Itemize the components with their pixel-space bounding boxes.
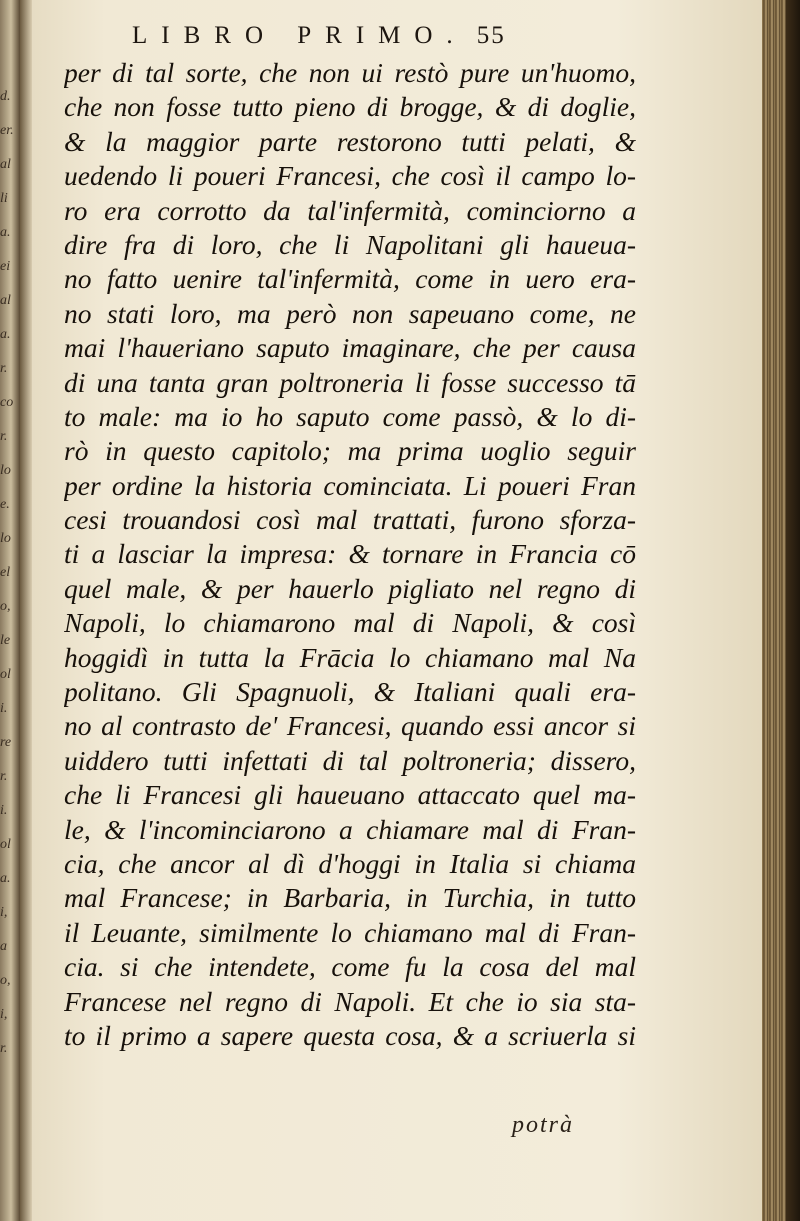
text-line: uedendo li poueri Francesi, che così il campo lo- xyxy=(64,160,636,192)
page-number: 55 xyxy=(476,22,506,49)
facing-mark: a xyxy=(0,939,7,954)
facing-mark: i, xyxy=(0,1007,8,1022)
text-line: no al contrasto de' Francesi, quando essi ancor si xyxy=(64,710,636,742)
text-line: hoggidì in tutta la Frācia lo chiamano mal Na xyxy=(64,641,636,673)
facing-mark: r. xyxy=(0,429,8,444)
body-text xyxy=(64,56,636,1053)
text-line: Napoli, lo chiamarono mal di Napoli, & così xyxy=(64,607,636,639)
text-line: quel male, & per hauerlo pigliato nel regno di xyxy=(64,572,636,604)
text-line: di una tanta gran poltroneria li fosse successo tā xyxy=(64,366,636,398)
text-line: dire fra di loro, che li Napolitani gli haueua- xyxy=(64,228,636,260)
facing-mark: o, xyxy=(0,973,11,988)
facing-mark: d. xyxy=(0,89,11,104)
facing-mark: al xyxy=(0,157,11,172)
text-line: che li Francesi gli haueuano attaccato quel ma- xyxy=(64,779,636,811)
text-line: no fatto uenire tal'infermità, come in uero era- xyxy=(64,263,636,295)
text-line: Francese nel regno di Napoli. Et che io sia sta- xyxy=(64,985,636,1017)
facing-mark: r. xyxy=(0,769,8,784)
facing-mark: a. xyxy=(0,871,11,886)
facing-mark: lo xyxy=(0,463,11,478)
page xyxy=(32,0,762,1221)
text-line: to il primo a sapere questa cosa, & a scriuerla si xyxy=(64,1019,636,1051)
text-line: mal Francese; in Barbaria, in Turchia, in tutto xyxy=(64,882,636,914)
catchword: potrà xyxy=(512,1112,575,1138)
facing-mark: e. xyxy=(0,497,10,512)
text-line: to male: ma io ho saputo come passò, & lo di- xyxy=(64,400,636,432)
facing-mark: ol xyxy=(0,837,11,852)
text-line: uiddero tutti infettati di tal poltroneria; dissero, xyxy=(64,744,636,776)
facing-mark: le xyxy=(0,633,11,648)
facing-mark: ol xyxy=(0,667,11,682)
facing-page-marks xyxy=(0,80,16,1066)
facing-mark: re xyxy=(0,735,12,750)
running-header xyxy=(132,22,632,50)
facing-mark: er. xyxy=(0,123,14,138)
book-cover-edge xyxy=(786,0,800,1221)
text-line: che non fosse tutto pieno di brogge, & di doglie, xyxy=(64,91,636,123)
text-line: cesi trouandosi così mal trattati, furono sforza- xyxy=(64,504,636,536)
facing-mark: a. xyxy=(0,327,11,342)
text-line: per ordine la historia cominciata. Li poueri Fran xyxy=(64,469,636,501)
text-line: & la maggior parte restorono tutti pelati, & xyxy=(64,125,636,157)
text-line: il Leuante, similmente lo chiamano mal di Fran- xyxy=(64,916,636,948)
facing-mark: r. xyxy=(0,1041,8,1056)
facing-mark: co xyxy=(0,395,14,410)
facing-mark: r. xyxy=(0,361,8,376)
facing-mark: i. xyxy=(0,701,8,716)
facing-mark: el xyxy=(0,565,11,580)
facing-mark: ei xyxy=(0,259,11,274)
facing-mark: lo xyxy=(0,531,11,546)
facing-mark: i, xyxy=(0,905,8,920)
text-line: ro era corrotto da tal'infermità, cominciorno a xyxy=(64,194,636,226)
text-line: le, & l'incominciarono a chiamare mal di Fran- xyxy=(64,813,636,845)
text-line: ti a lasciar la impresa: & tornare in Francia cō xyxy=(64,538,636,570)
header-title: LIBRO PRIMO. xyxy=(132,22,467,49)
facing-mark: al xyxy=(0,293,11,308)
text-line: rò in questo capitolo; ma prima uoglio seguir xyxy=(64,435,636,467)
text-line: cia, che ancor al dì d'hoggi in Italia si chiama xyxy=(64,847,636,879)
text-line: politano. Gli Spagnuoli, & Italiani quali era- xyxy=(64,676,636,708)
book-gutter xyxy=(20,0,32,1221)
text-line: no stati loro, ma però non sapeuano come, ne xyxy=(64,297,636,329)
text-line: per di tal sorte, che non ui restò pure un'huomo, xyxy=(64,57,636,88)
facing-page-edge xyxy=(0,0,20,1221)
facing-mark: o, xyxy=(0,599,11,614)
facing-mark: i. xyxy=(0,803,8,818)
text-line: cia. si che intendete, come fu la cosa del mal xyxy=(64,951,636,983)
facing-mark: li xyxy=(0,191,8,206)
facing-mark: a. xyxy=(0,225,11,240)
text-line: mai l'haueriano saputo imaginare, che per causa xyxy=(64,332,636,364)
